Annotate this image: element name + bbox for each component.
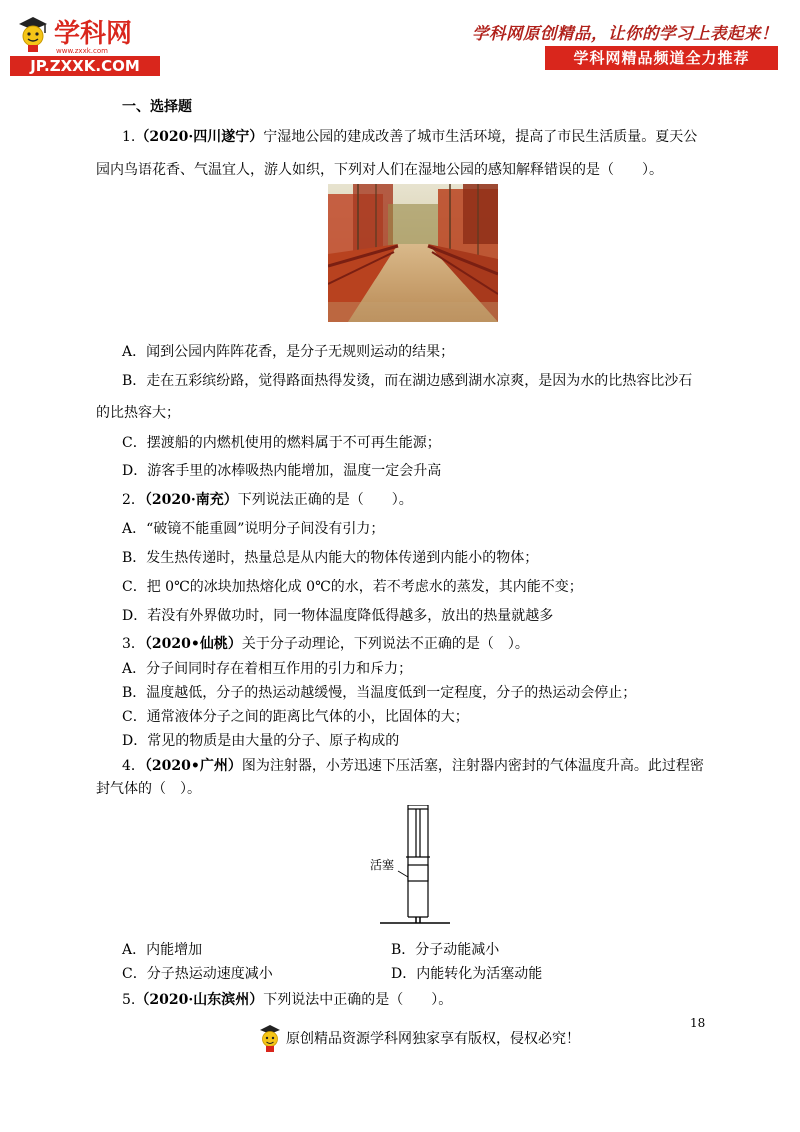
mascot-icon xyxy=(16,15,50,53)
footer-copyright-text: 原创精品资源学科网独家享有版权，侵权必究！ xyxy=(286,1031,580,1047)
question-3-option-a: A．分子间同时存在着相互作用的引力和斥力； xyxy=(122,661,413,677)
question-1-option-d: D．游客手里的冰棒吸热内能增加，温度一定会升高 xyxy=(122,463,442,479)
site-logo xyxy=(10,14,170,76)
header-channel-banner: 学科网精品频道全力推荐 xyxy=(545,46,778,70)
question-4-source: （2020•广州） xyxy=(144,758,242,774)
question-2-option-a: A．“破镜不能重圆”说明分子间没有引力； xyxy=(122,521,385,537)
header-slogan: 学科网原创精品，让你的学习上表起来！ xyxy=(472,24,778,43)
question-5-source: （2020·山东滨州） xyxy=(135,992,264,1008)
question-2-stem: 2．（2020·南充）下列说法正确的是（ ）。 xyxy=(122,492,413,508)
question-4-stem-line2: 封气体的（ ）。 xyxy=(96,781,201,797)
question-4-option-c: C．分子热运动速度减小 xyxy=(122,966,273,982)
question-3-source: （2020•仙桃） xyxy=(144,636,242,652)
question-1-stem-line2: 园内鸟语花香、气温宜人，游人如织，下列对人们在湿地公园的感知解释错误的是（ ）。 xyxy=(96,162,663,178)
question-1-option-c: C．摆渡船的内燃机使用的燃料属于不可再生能源； xyxy=(122,435,441,451)
logo-brand: 学科网 xyxy=(54,19,133,49)
wetland-park-photo xyxy=(328,184,498,322)
question-3-stem: 3．（2020•仙桃）关于分子动理论，下列说法不正确的是（ ）。 xyxy=(122,636,529,652)
copyright-footer xyxy=(258,1020,598,1056)
logo-subtitle: www.zxxk.com xyxy=(56,47,108,55)
question-2-option-b: B．发生热传递时，热量总是从内能大的物体传递到内能小的物体； xyxy=(122,550,539,566)
question-2-source: （2020·南充） xyxy=(144,492,238,508)
logo-url: JP.ZXXK.COM xyxy=(10,56,160,76)
question-1-option-a: A．闻到公园内阵阵花香，是分子无规则运动的结果； xyxy=(122,344,455,360)
syringe-piston-label: 活塞 xyxy=(370,858,395,872)
question-2-option-c: C．把 0℃的冰块加热熔化成 0℃的水，若不考虑水的蒸发，其内能不变； xyxy=(122,579,583,595)
question-4-option-b: B．分子动能减小 xyxy=(391,942,500,958)
question-1-option-b-line1: B．走在五彩缤纷路，觉得路面热得发烫，而在湖边感到湖水凉爽，是因为水的比热容比沙石 xyxy=(122,373,693,389)
question-4-option-a: A．内能增加 xyxy=(122,942,203,958)
question-5-stem: 5.（2020·山东滨州）下列说法中正确的是（ ）。 xyxy=(122,992,453,1008)
mascot-icon xyxy=(258,1023,282,1053)
section-title: 一、选择题 xyxy=(122,99,192,115)
question-3-option-b: B．温度越低，分子的热运动越缓慢，当温度低到一定程度，分子的热运动会停止； xyxy=(122,685,637,701)
question-3-option-d: D．常见的物质是由大量的分子、原子构成的 xyxy=(122,733,400,749)
page-number: 18 xyxy=(690,1016,706,1030)
question-4-option-d: D．内能转化为活塞动能 xyxy=(391,966,543,982)
question-1-option-b-line2: 的比热容大； xyxy=(96,405,180,421)
question-2-option-d: D．若没有外界做功时，同一物体温度降低得越多，放出的热量就越多 xyxy=(122,608,554,624)
question-3-option-c: C．通常液体分子之间的距离比气体的小，比固体的大； xyxy=(122,709,469,725)
question-1-source: （2020·四川遂宁） xyxy=(135,129,264,145)
question-1-stem-line1: 1.（2020·四川遂宁）宁湿地公园的建成改善了城市生活环境，提高了市民生活质量。夏天公 xyxy=(122,129,698,145)
question-4-stem-line1: 4．（2020•广州）图为注射器，小芳迅速下压活塞，注射器内密封的气体温度升高。此过程密 xyxy=(122,758,704,774)
